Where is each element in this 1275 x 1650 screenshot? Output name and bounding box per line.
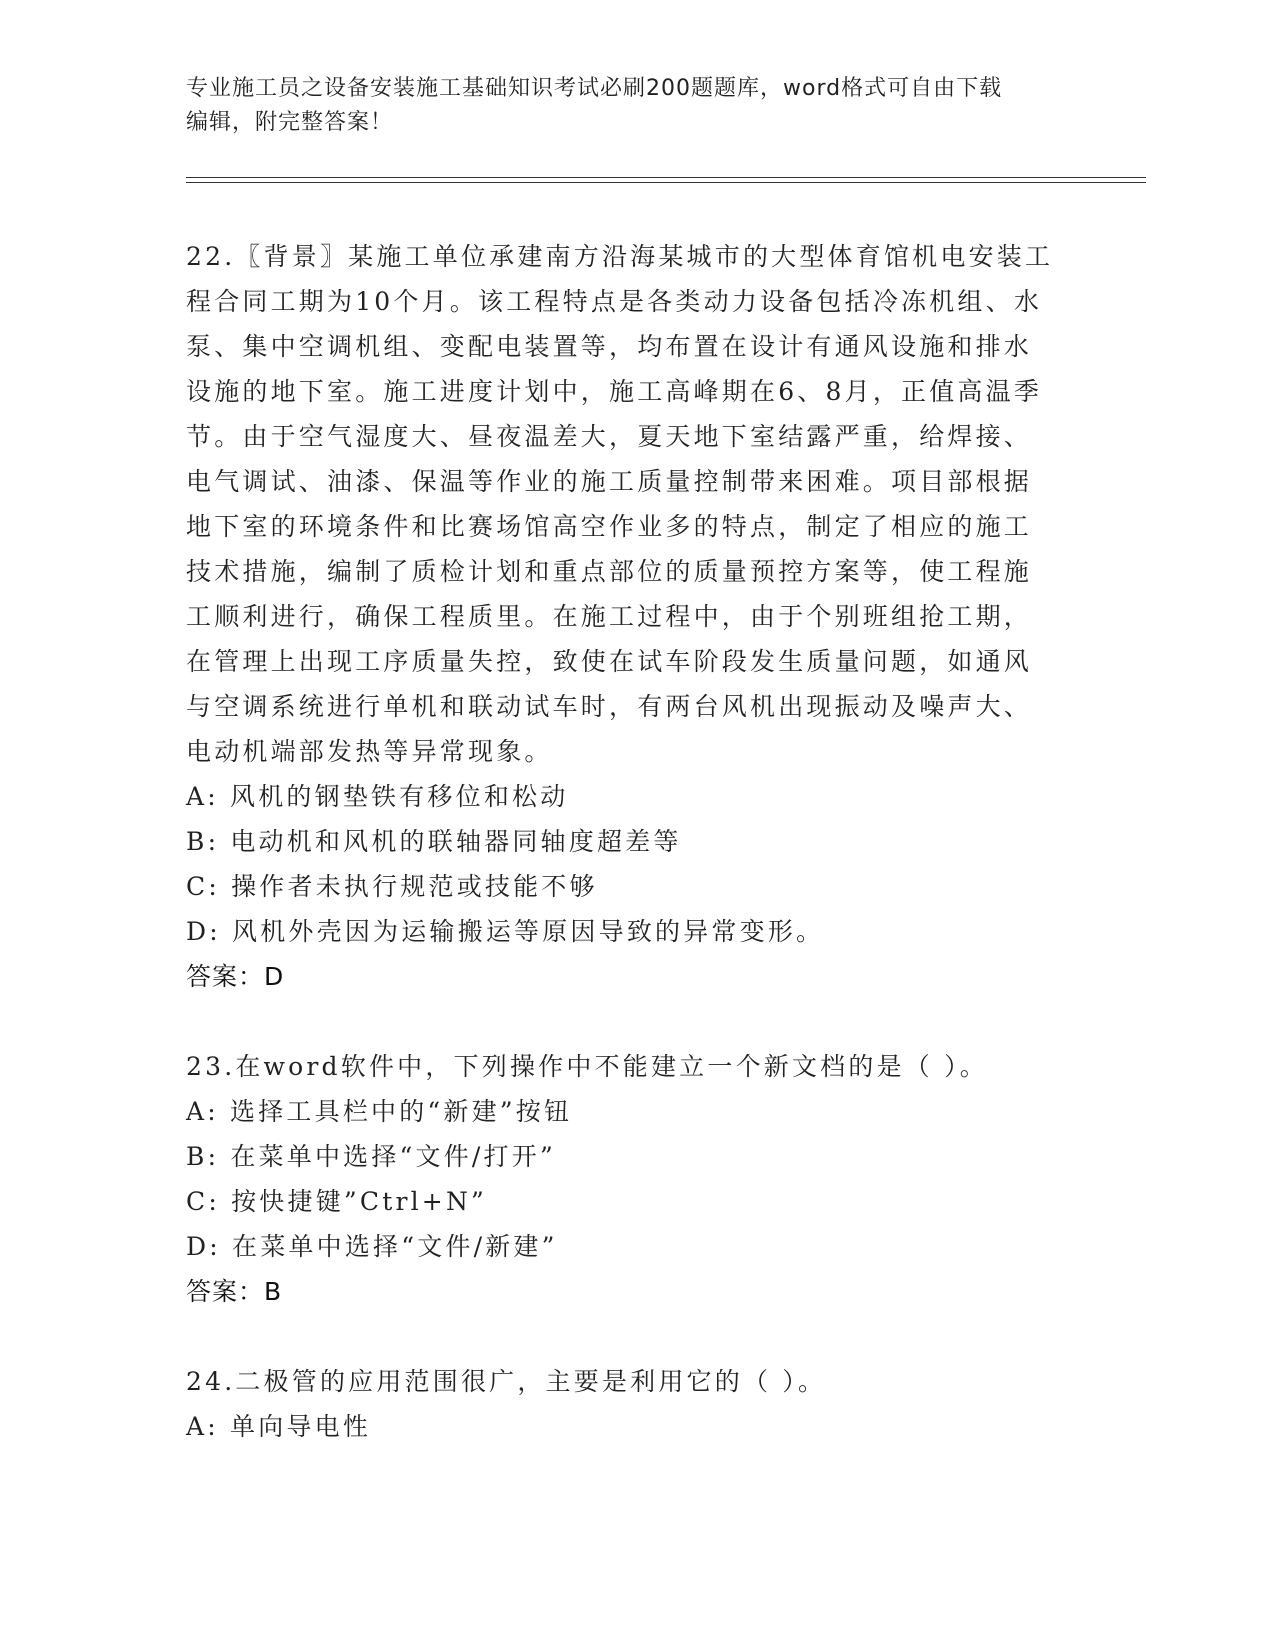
question-text-line: 电动机端部发热等异常现象。: [186, 737, 553, 766]
header-divider-top: [186, 177, 1146, 178]
option-b: B: 在菜单中选择“文件/打开”: [186, 1142, 556, 1171]
question-text-line: 程合同工期为10个月。该工程特点是各类动力设备包括冷冻机组、水: [186, 287, 1043, 316]
question-text-line: 泵、集中空调机组、变配电装置等，均布置在设计有通风设施和排水: [186, 332, 1033, 361]
question-text-line: 工顺利进行，确保工程质里。在施工过程中，由于个别班组抢工期，: [186, 602, 1033, 631]
question-text-line: 技术措施，编制了质检计划和重点部位的质量预控方案等，使工程施: [186, 557, 1033, 586]
question-text: [186, 234, 1066, 774]
question-24: [186, 1359, 1066, 1449]
question-22: [186, 234, 1066, 999]
question-text: [186, 1359, 1066, 1404]
header-line-1: 专业施工员之设备安装施工基础知识考试必刷200题题库，word格式可自由下载: [186, 76, 1003, 101]
question-text-line: 22.〖背景〗某施工单位承建南方沿海某城市的大型体育馆机电安装工: [186, 242, 1054, 271]
question-text-line: 与空调系统进行单机和联动试车时，有两台风机出现振动及噪声大、: [186, 692, 1033, 721]
question-text-line: 节。由于空气湿度大、昼夜温差大，夏天地下室结露严重，给焊接、: [186, 422, 1033, 451]
question-text-line: 在管理上出现工序质量失控，致使在试车阶段发生质量问题，如通风: [186, 647, 1033, 676]
question-list: [186, 234, 1066, 1449]
option-d: D: 风机外壳因为运输搬运等原因导致的异常变形。: [186, 917, 825, 946]
option-c: C: 按快捷键”Ctrl+N”: [186, 1187, 488, 1216]
header-line-2: 编辑，附完整答案！: [186, 110, 394, 135]
answer-label: 答案：D: [186, 962, 285, 991]
option-a: A: 单向导电性: [186, 1412, 372, 1441]
question-text-line: 设施的地下室。施工进度计划中，施工高峰期在6、8月，正值高温季: [186, 377, 1043, 406]
option-a: A: 选择工具栏中的“新建”按钮: [186, 1097, 573, 1126]
option-a: A: 风机的钢垫铁有移位和松动: [186, 782, 569, 811]
header-divider-bottom: [186, 182, 1146, 183]
document-header: [186, 72, 1066, 140]
question-text-line: 电气调试、油漆、保温等作业的施工质量控制带来困难。项目部根据: [186, 467, 1033, 496]
option-b: B: 电动机和风机的联轴器同轴度超差等: [186, 827, 682, 856]
option-d: D: 在菜单中选择“文件/新建”: [186, 1232, 558, 1261]
question-23: [186, 1044, 1066, 1314]
answer-label: 答案：B: [186, 1277, 283, 1306]
question-text: [186, 1044, 1066, 1089]
question-text-line: 24.二极管的应用范围很广，主要是利用它的（ ）。: [186, 1367, 827, 1396]
question-text-line: 地下室的环境条件和比赛场馆高空作业多的特点，制定了相应的施工: [186, 512, 1033, 541]
option-c: C: 操作者未执行规范或技能不够: [186, 872, 598, 901]
question-text-line: 23.在word软件中，下列操作中不能建立一个新文档的是（ ）。: [186, 1052, 989, 1081]
